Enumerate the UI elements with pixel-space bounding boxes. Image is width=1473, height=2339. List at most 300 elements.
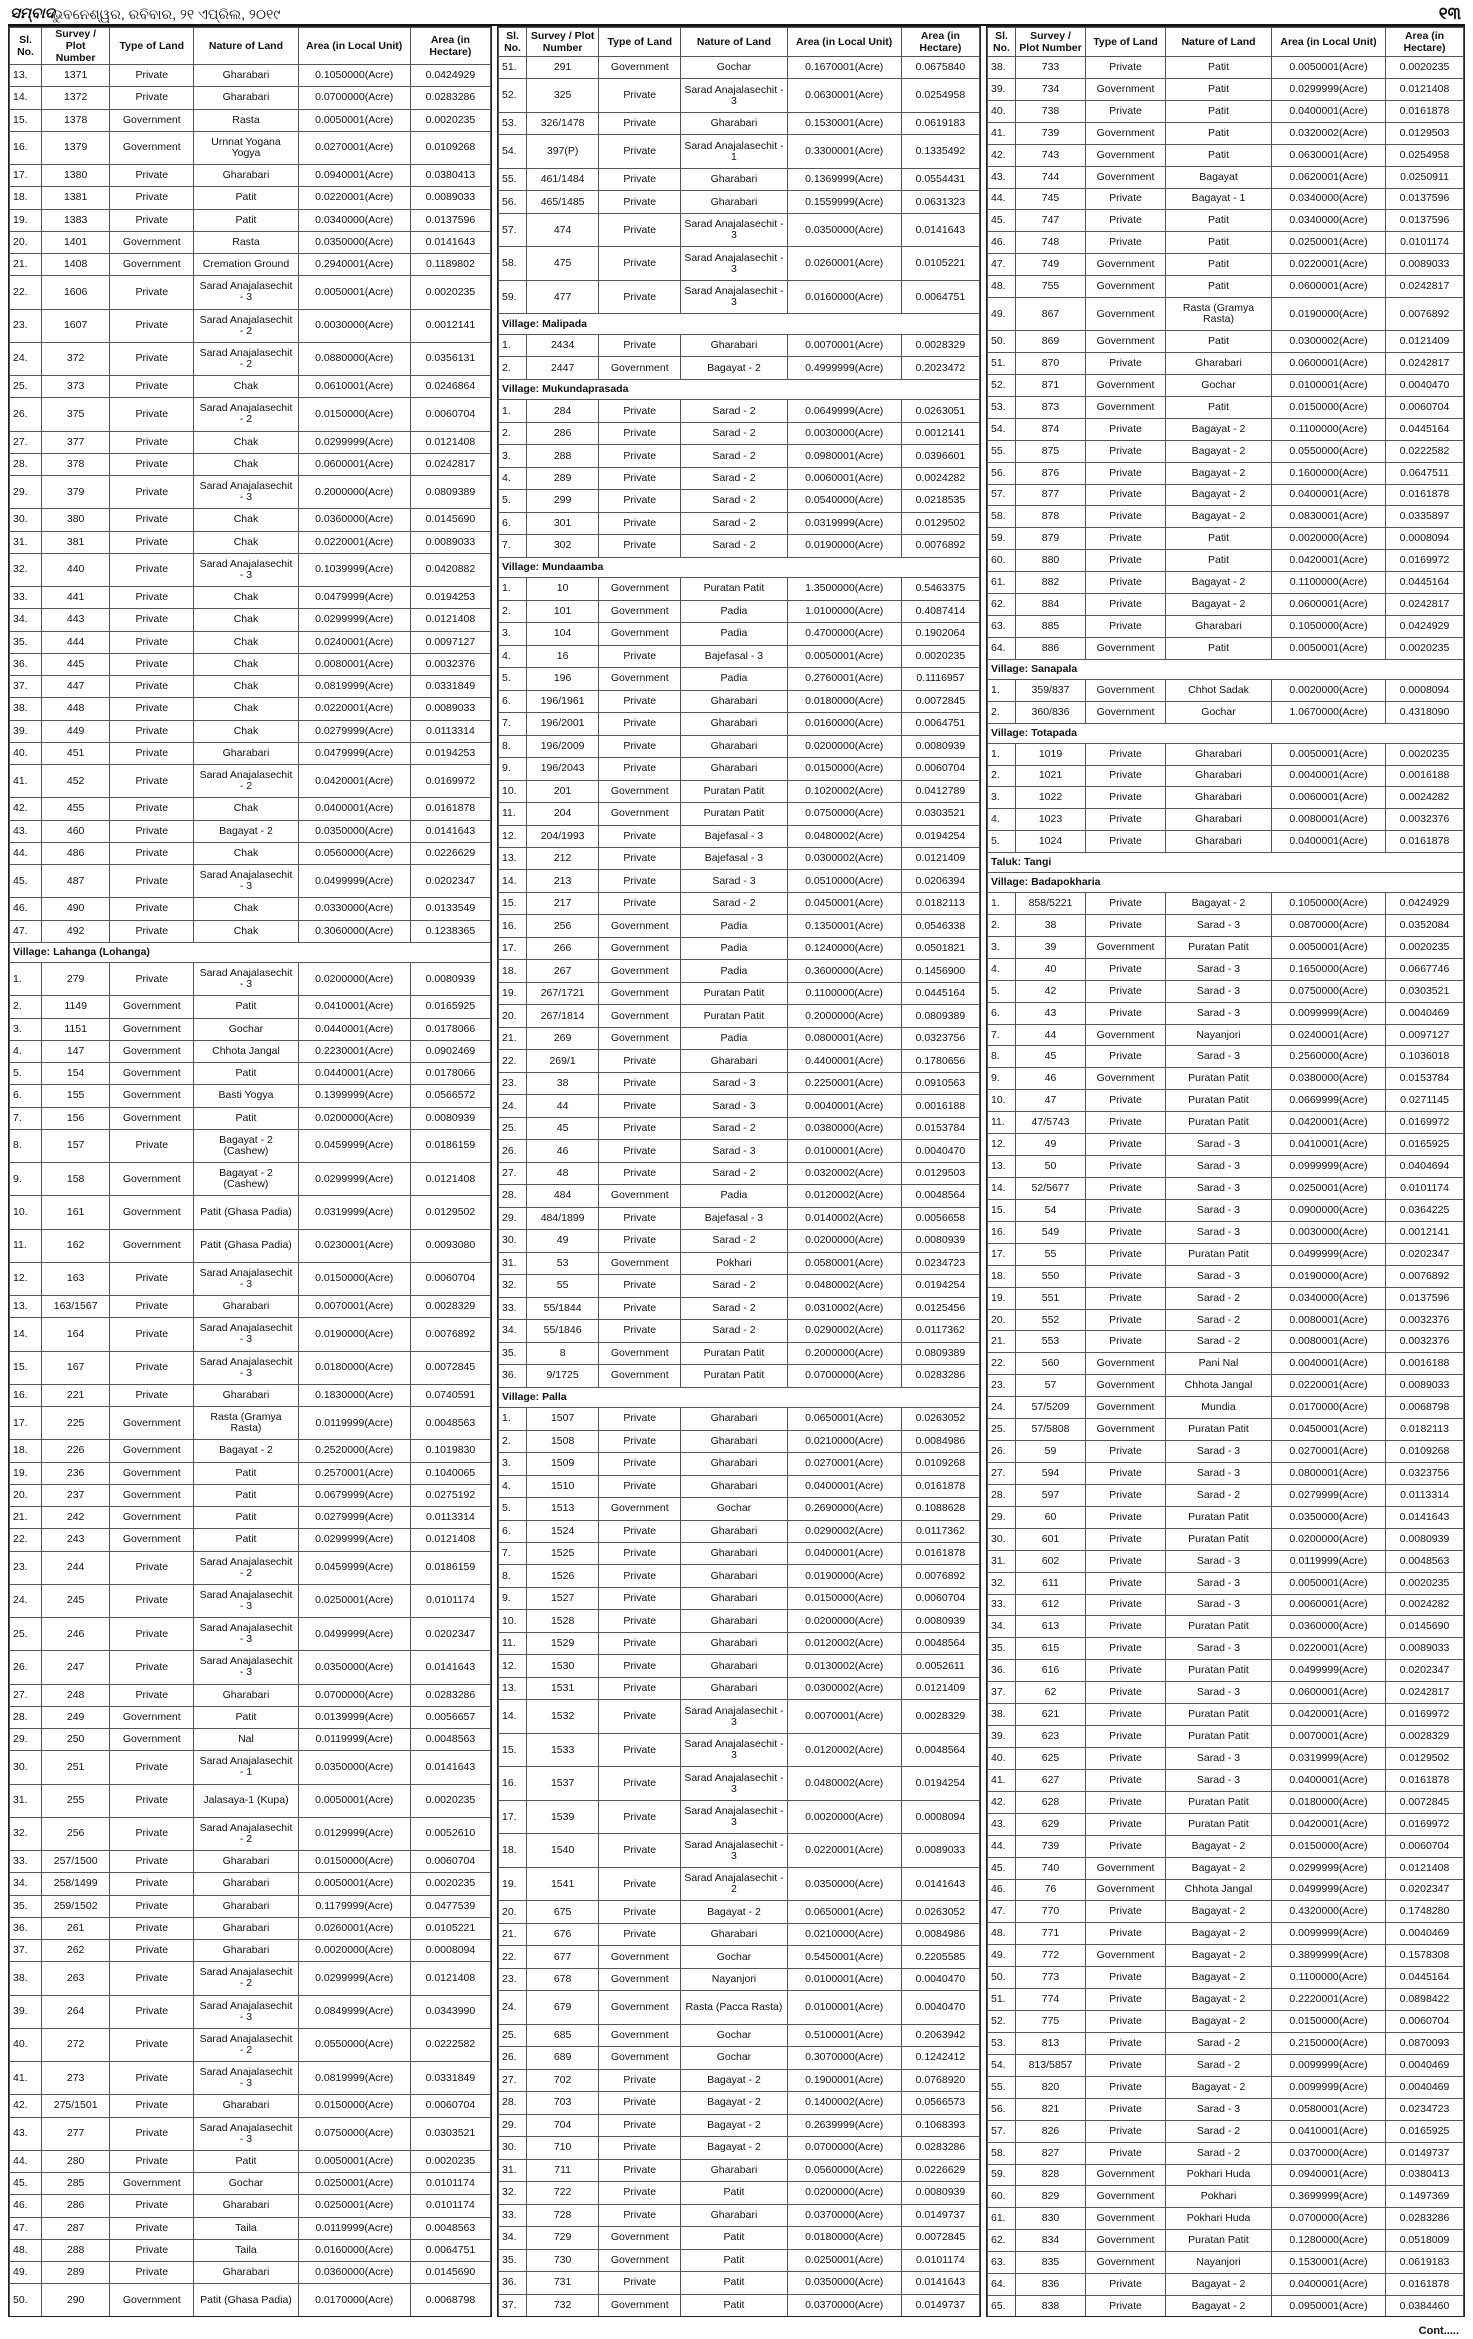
cell-nature-of-land: Sarad Anajalasechit - 3 (681, 247, 787, 280)
cell-sl-no: 44. (10, 842, 42, 864)
cell-area-hectare: 0.0008094 (1386, 679, 1464, 701)
cell-survey-plot: 249 (42, 1706, 110, 1728)
cell-area-hectare: 0.0089033 (410, 531, 490, 553)
cell-survey-plot: 484/1899 (527, 1207, 599, 1229)
cell-sl-no: 14. (10, 87, 42, 109)
table-row (499, 2182, 980, 2204)
table-row (499, 79, 980, 112)
cell-type-of-land: Private (110, 1751, 194, 1784)
cell-nature-of-land: Patit (194, 1063, 298, 1085)
cell-sl-no: 62. (988, 594, 1016, 616)
cell-nature-of-land: Chhota Jangal (1166, 1375, 1272, 1397)
cell-type-of-land: Private (110, 631, 194, 653)
cell-area-local: 0.0020000(Acre) (1272, 679, 1386, 701)
cell-type-of-land: Government (110, 1484, 194, 1506)
cell-survey-plot: 445 (42, 653, 110, 675)
cell-sl-no: 63. (988, 616, 1016, 638)
table-row (10, 1895, 491, 1917)
cell-type-of-land: Government (110, 2173, 194, 2195)
cell-survey-plot: 1408 (42, 254, 110, 276)
cell-nature-of-land: Sarad - 2 (1166, 1484, 1272, 1506)
cell-survey-plot: 163/1567 (42, 1296, 110, 1318)
header-nature-of-land: Nature of Land (194, 28, 298, 65)
cell-nature-of-land: Gochar (681, 1946, 787, 1968)
cell-sl-no: 24. (499, 1095, 527, 1117)
cell-sl-no: 64. (988, 2274, 1016, 2296)
cell-type-of-land: Government (1086, 254, 1166, 276)
cell-area-local: 0.0299999(Acre) (298, 1163, 410, 1196)
cell-nature-of-land: Sarad Anajalasechit - 2 (194, 765, 298, 798)
cell-area-hectare: 0.0113314 (410, 720, 490, 742)
cell-nature-of-land: Chak (194, 842, 298, 864)
cell-type-of-land: Private (599, 2137, 681, 2159)
cell-type-of-land: Private (110, 65, 194, 87)
cell-sl-no: 18. (499, 1834, 527, 1867)
cell-area-hectare: 0.0161878 (1386, 831, 1464, 853)
cell-type-of-land: Government (110, 131, 194, 164)
cell-sl-no: 38. (10, 1962, 42, 1995)
table-row (988, 2098, 1464, 2120)
cell-survey-plot: 1524 (527, 1520, 599, 1542)
cell-nature-of-land: Sarad - 3 (1166, 980, 1272, 1002)
cell-survey-plot: 448 (42, 698, 110, 720)
cell-survey-plot: 263 (42, 1962, 110, 1995)
cell-area-local: 1.0670000(Acre) (1272, 701, 1386, 723)
cell-sl-no: 34. (10, 1873, 42, 1895)
cell-sl-no: 46. (10, 898, 42, 920)
cell-nature-of-land: Gharabari (681, 168, 787, 190)
table-row (10, 1529, 491, 1551)
cell-sl-no: 40. (988, 100, 1016, 122)
cell-survey-plot: 45 (1016, 1046, 1086, 1068)
cell-survey-plot: 286 (527, 422, 599, 444)
cell-type-of-land: Private (599, 1543, 681, 1565)
cell-type-of-land: Government (1086, 1945, 1166, 1967)
cell-area-local: 0.0420001(Acre) (298, 765, 410, 798)
cell-area-local: 0.0380000(Acre) (1272, 1068, 1386, 1090)
table-row (988, 1989, 1464, 2011)
cell-type-of-land: Private (110, 1262, 194, 1295)
cell-survey-plot: 739 (1016, 1835, 1086, 1857)
cell-sl-no: 3. (499, 445, 527, 467)
cell-area-hectare: 0.0080939 (410, 1107, 490, 1129)
cell-area-hectare: 0.0161878 (901, 1475, 979, 1497)
cell-sl-no: 2. (988, 765, 1016, 787)
table-row (499, 1475, 980, 1497)
cell-nature-of-land: Gharabari (681, 1475, 787, 1497)
cell-sl-no: 28. (988, 1484, 1016, 1506)
cell-area-hectare: 0.0202347 (410, 865, 490, 898)
cell-area-hectare: 0.0024282 (901, 467, 979, 489)
cell-sl-no: 9. (499, 758, 527, 780)
table-row (988, 1156, 1464, 1178)
cell-sl-no: 57. (499, 213, 527, 246)
header-type-of-land: Type of Land (110, 28, 194, 65)
cell-type-of-land: Government (1086, 637, 1166, 659)
land-table (498, 27, 980, 2317)
table-row (499, 1655, 980, 1677)
cell-type-of-land: Private (599, 1430, 681, 1452)
cell-type-of-land: Private (599, 735, 681, 757)
cell-type-of-land: Private (1086, 809, 1166, 831)
cell-type-of-land: Private (1086, 1616, 1166, 1638)
cell-survey-plot: 264 (42, 1995, 110, 2028)
table-row (499, 1207, 980, 1229)
cell-sl-no: 49. (988, 1945, 1016, 1967)
cell-sl-no: 48. (988, 1923, 1016, 1945)
cell-nature-of-land: Sarad Anajalasechit - 3 (194, 1584, 298, 1617)
cell-type-of-land: Private (110, 476, 194, 509)
table-row (499, 1632, 980, 1654)
cell-type-of-land: Private (1086, 1441, 1166, 1463)
cell-type-of-land: Private (1086, 1199, 1166, 1221)
cell-survey-plot: 57/5808 (1016, 1419, 1086, 1441)
table-row (499, 334, 980, 356)
table-row (499, 191, 980, 213)
cell-type-of-land: Government (110, 1040, 194, 1062)
table-header-row (988, 28, 1464, 57)
cell-survey-plot: 730 (527, 2249, 599, 2271)
cell-type-of-land: Government (110, 1529, 194, 1551)
cell-nature-of-land: Bagayat - 2 (681, 2092, 787, 2114)
cell-nature-of-land: Pokhari (1166, 2186, 1272, 2208)
cell-sl-no: 20. (499, 1901, 527, 1923)
cell-nature-of-land: Chak (194, 653, 298, 675)
cell-sl-no: 44. (10, 2150, 42, 2172)
cell-area-hectare: 0.0109268 (1386, 1441, 1464, 1463)
cell-type-of-land: Private (1086, 572, 1166, 594)
header-area-local: Area (in Local Unit) (298, 28, 410, 65)
cell-area-hectare: 0.0016188 (901, 1095, 979, 1117)
table-row (499, 1677, 980, 1699)
cell-survey-plot: 873 (1016, 396, 1086, 418)
cell-type-of-land: Government (599, 578, 681, 600)
cell-type-of-land: Private (599, 2272, 681, 2294)
cell-sl-no: 10. (988, 1090, 1016, 1112)
cell-sl-no: 2. (10, 996, 42, 1018)
table-row (10, 1751, 491, 1784)
cell-sl-no: 5. (499, 668, 527, 690)
cell-nature-of-land: Sarad Anajalasechit - 3 (681, 1800, 787, 1833)
cell-sl-no: 22. (988, 1353, 1016, 1375)
cell-nature-of-land: Sarad Anajalasechit - 3 (194, 1351, 298, 1384)
cell-nature-of-land: Jalasaya-1 (Kupa) (194, 1784, 298, 1817)
cell-nature-of-land: Gharabari (681, 1677, 787, 1699)
cell-nature-of-land: Sarad - 2 (681, 512, 787, 534)
cell-nature-of-land: Gharabari (681, 1565, 787, 1587)
table-row (988, 2142, 1464, 2164)
cell-type-of-land: Private (1086, 1769, 1166, 1791)
table-row (499, 2092, 980, 2114)
cell-area-hectare: 0.0056657 (410, 1706, 490, 1728)
cell-type-of-land: Government (1086, 2208, 1166, 2230)
cell-sl-no: 4. (988, 809, 1016, 831)
cell-area-local: 0.0119999(Acre) (1272, 1550, 1386, 1572)
cell-sl-no: 10. (499, 780, 527, 802)
cell-area-local: 0.0150000(Acre) (1272, 2011, 1386, 2033)
cell-nature-of-land: Sarad Anajalasechit - 3 (681, 213, 787, 246)
cell-type-of-land: Private (599, 758, 681, 780)
cell-area-hectare: 0.0161878 (1386, 100, 1464, 122)
cell-area-local: 0.0099999(Acre) (1272, 1923, 1386, 1945)
cell-nature-of-land: Bagayat - 2 (1166, 506, 1272, 528)
cell-type-of-land: Government (1086, 679, 1166, 701)
cell-area-hectare: 0.1578308 (1386, 1945, 1464, 1967)
cell-type-of-land: Government (1086, 298, 1166, 331)
cell-type-of-land: Private (110, 1384, 194, 1406)
cell-area-local: 0.0410001(Acre) (1272, 2120, 1386, 2142)
cell-nature-of-land: Rasta (194, 109, 298, 131)
cell-area-hectare: 0.0424929 (1386, 893, 1464, 915)
cell-nature-of-land: Bagayat - 2 (1166, 1901, 1272, 1923)
cell-survey-plot: 379 (42, 476, 110, 509)
cell-area-local: 0.0700000(Acre) (787, 1365, 901, 1387)
cell-area-local: 0.0380000(Acre) (787, 1117, 901, 1139)
table-row (988, 1441, 1464, 1463)
cell-nature-of-land: Chak (194, 631, 298, 653)
table-row (499, 1027, 980, 1049)
cell-type-of-land: Government (599, 937, 681, 959)
cell-survey-plot: 250 (42, 1729, 110, 1751)
cell-sl-no: 21. (499, 1923, 527, 1945)
table-row (499, 1565, 980, 1587)
cell-sl-no: 42. (988, 1791, 1016, 1813)
cell-area-local: 0.0200000(Acre) (298, 963, 410, 996)
cell-area-hectare: 0.0242817 (1386, 594, 1464, 616)
cell-type-of-land: Private (599, 2204, 681, 2226)
village-heading: Village: Malipada (499, 314, 980, 334)
table-row (10, 1729, 491, 1751)
cell-survey-plot: 744 (1016, 166, 1086, 188)
cell-survey-plot: 552 (1016, 1309, 1086, 1331)
cell-type-of-land: Private (1086, 616, 1166, 638)
cell-area-hectare: 0.0396601 (901, 445, 979, 467)
cell-nature-of-land: Sarad - 3 (1166, 914, 1272, 936)
cell-survey-plot: 261 (42, 1917, 110, 1939)
cell-sl-no: 33. (10, 587, 42, 609)
cell-area-local: 0.0319999(Acre) (298, 1196, 410, 1229)
cell-nature-of-land: Bagayat - 2 (1166, 484, 1272, 506)
cell-survey-plot: 287 (42, 2217, 110, 2239)
table-row (988, 100, 1464, 122)
cell-type-of-land: Government (1086, 144, 1166, 166)
cell-nature-of-land: Gochar (194, 2173, 298, 2195)
cell-area-hectare: 0.0234723 (901, 1252, 979, 1274)
table-row (499, 645, 980, 667)
cell-area-local: 0.0420001(Acre) (1272, 1704, 1386, 1726)
cell-survey-plot: 275/1501 (42, 2095, 110, 2117)
cell-area-local: 0.0070001(Acre) (1272, 1726, 1386, 1748)
cell-area-hectare: 0.0089033 (901, 1834, 979, 1867)
table-row (499, 1733, 980, 1766)
table-row (988, 2274, 1464, 2296)
cell-nature-of-land: Gharabari (681, 1655, 787, 1677)
cell-nature-of-land: Sarad - 2 (1166, 1287, 1272, 1309)
cell-survey-plot: 381 (42, 531, 110, 553)
cell-area-local: 0.0050001(Acre) (1272, 57, 1386, 79)
cell-area-hectare: 0.0121408 (410, 609, 490, 631)
cell-type-of-land: Private (110, 1551, 194, 1584)
cell-type-of-land: Private (110, 431, 194, 453)
cell-area-local: 0.1369999(Acre) (787, 168, 901, 190)
cell-nature-of-land: Sarad Anajalasechit - 3 (194, 2117, 298, 2150)
cell-survey-plot: 55/1846 (527, 1320, 599, 1342)
cell-nature-of-land: Sarad - 3 (1166, 958, 1272, 980)
cell-area-local: 0.0319999(Acre) (787, 512, 901, 534)
cell-sl-no: 21. (10, 254, 42, 276)
cell-nature-of-land: Sarad - 3 (1166, 1463, 1272, 1485)
cell-area-local: 0.0050001(Acre) (298, 109, 410, 131)
cell-survey-plot: 302 (527, 535, 599, 557)
cell-survey-plot: 277 (42, 2117, 110, 2150)
cell-survey-plot: 326/1478 (527, 112, 599, 134)
cell-sl-no: 43. (988, 1813, 1016, 1835)
cell-area-local: 0.0290002(Acre) (787, 1320, 901, 1342)
cell-area-hectare: 0.0169972 (1386, 1112, 1464, 1134)
cell-area-local: 0.1670001(Acre) (787, 57, 901, 79)
cell-area-local: 0.0180000(Acre) (298, 1351, 410, 1384)
cell-sl-no: 32. (499, 1275, 527, 1297)
table-row (988, 1331, 1464, 1353)
cell-sl-no: 51. (499, 57, 527, 79)
table-row (988, 1616, 1464, 1638)
cell-nature-of-land: Chak (194, 798, 298, 820)
cell-area-hectare: 0.0105221 (901, 247, 979, 280)
cell-area-hectare: 0.0113314 (410, 1507, 490, 1529)
cell-area-hectare: 0.0060704 (410, 1851, 490, 1873)
cell-nature-of-land: Gharabari (194, 1873, 298, 1895)
cell-nature-of-land: Padia (681, 1027, 787, 1049)
table-row (10, 1507, 491, 1529)
cell-type-of-land: Government (599, 915, 681, 937)
cell-area-hectare: 0.0101174 (410, 1584, 490, 1617)
table-row (988, 1747, 1464, 1769)
table-row (988, 765, 1464, 787)
cell-area-hectare: 0.0028329 (901, 1700, 979, 1733)
cell-nature-of-land: Sarad - 2 (1166, 2120, 1272, 2142)
cell-type-of-land: Government (1086, 1068, 1166, 1090)
cell-survey-plot: 877 (1016, 484, 1086, 506)
cell-survey-plot: 212 (527, 847, 599, 869)
cell-nature-of-land: Sarad - 3 (1166, 1178, 1272, 1200)
cell-sl-no: 31. (499, 2159, 527, 2181)
cell-type-of-land: Private (599, 1140, 681, 1162)
table-row (499, 1230, 980, 1252)
cell-area-hectare: 0.0141643 (901, 2272, 979, 2294)
cell-type-of-land: Private (110, 698, 194, 720)
cell-area-local: 0.2250001(Acre) (787, 1072, 901, 1094)
cell-type-of-land: Private (1086, 1463, 1166, 1485)
cell-survey-plot: 1533 (527, 1733, 599, 1766)
cell-type-of-land: Private (110, 509, 194, 531)
table-row (988, 1178, 1464, 1200)
table-row (10, 231, 491, 253)
table-row (10, 1107, 491, 1129)
cell-type-of-land: Government (1086, 1419, 1166, 1441)
cell-sl-no: 33. (10, 1851, 42, 1873)
cell-survey-plot: 1531 (527, 1677, 599, 1699)
table-row (499, 1498, 980, 1520)
table-row (988, 679, 1464, 701)
cell-area-hectare: 0.0076892 (1386, 1265, 1464, 1287)
cell-nature-of-land: Patit (1166, 276, 1272, 298)
cell-area-local: 0.2000000(Acre) (787, 1342, 901, 1364)
cell-area-hectare: 0.0222582 (410, 2028, 490, 2061)
cell-nature-of-land: Puratan Patit (681, 1005, 787, 1027)
cell-area-local: 0.0870000(Acre) (1272, 914, 1386, 936)
cell-sl-no: 35. (10, 631, 42, 653)
table-row (988, 2252, 1464, 2274)
table-row (10, 87, 491, 109)
cell-sl-no: 45. (988, 210, 1016, 232)
cell-survey-plot: 486 (42, 842, 110, 864)
cell-survey-plot: 733 (1016, 57, 1086, 79)
cell-sl-no: 23. (499, 1072, 527, 1094)
cell-nature-of-land: Patit (Ghasa Padia) (194, 1196, 298, 1229)
cell-area-hectare: 0.0182113 (1386, 1419, 1464, 1441)
cell-type-of-land: Private (1086, 484, 1166, 506)
cell-area-local: 0.0360000(Acre) (1272, 1616, 1386, 1638)
cell-survey-plot: 879 (1016, 528, 1086, 550)
cell-area-local: 0.0679999(Acre) (298, 1484, 410, 1506)
cell-area-local: 0.4999999(Acre) (787, 357, 901, 379)
cell-type-of-land: Government (1086, 276, 1166, 298)
cell-type-of-land: Government (1086, 374, 1166, 396)
cell-survey-plot: 1527 (527, 1587, 599, 1609)
cell-area-local: 0.0030000(Acre) (298, 309, 410, 342)
cell-type-of-land: Government (599, 1185, 681, 1207)
header-area-local: Area (in Local Unit) (1272, 28, 1386, 57)
cell-area-local: 0.5100001(Acre) (787, 2024, 901, 2046)
cell-nature-of-land: Bagayat - 2 (1166, 572, 1272, 594)
cell-nature-of-land: Sarad Anajalasechit - 2 (194, 342, 298, 375)
cell-nature-of-land: Padia (681, 668, 787, 690)
cell-area-local: 0.0040001(Acre) (787, 1095, 901, 1117)
cell-area-local: 0.2760001(Acre) (787, 668, 901, 690)
cell-nature-of-land: Bajefasal - 3 (681, 825, 787, 847)
cell-area-local: 0.0100001(Acre) (787, 1968, 901, 1990)
table-row (499, 758, 980, 780)
cell-area-hectare: 0.0263052 (901, 1901, 979, 1923)
cell-survey-plot: 484 (527, 1185, 599, 1207)
cell-survey-plot: 196/1961 (527, 690, 599, 712)
cell-type-of-land: Private (599, 1275, 681, 1297)
cell-type-of-land: Government (599, 780, 681, 802)
cell-area-hectare: 0.0040470 (901, 1968, 979, 1990)
cell-survey-plot: 743 (1016, 144, 1086, 166)
cell-area-hectare: 0.0080939 (901, 1610, 979, 1632)
cell-sl-no: 47. (988, 1901, 1016, 1923)
cell-area-local: 0.2000000(Acre) (787, 1005, 901, 1027)
cell-type-of-land: Private (110, 609, 194, 631)
cell-area-hectare: 0.0076892 (1386, 298, 1464, 331)
cell-type-of-land: Private (599, 135, 681, 168)
cell-nature-of-land: Gharabari (1166, 809, 1272, 831)
cell-area-hectare: 0.0149737 (901, 2204, 979, 2226)
cell-sl-no: 1. (499, 578, 527, 600)
cell-area-local: 1.3500000(Acre) (787, 578, 901, 600)
cell-nature-of-land: Pokhari Huda (1166, 2164, 1272, 2186)
cell-area-local: 0.0250001(Acre) (1272, 232, 1386, 254)
cell-area-hectare: 0.0121408 (1386, 78, 1464, 100)
cell-survey-plot: 1380 (42, 165, 110, 187)
cell-nature-of-land: Bagayat - 2 (1166, 893, 1272, 915)
cell-survey-plot: 1024 (1016, 831, 1086, 853)
cell-sl-no: 51. (988, 1989, 1016, 2011)
cell-area-hectare: 0.0040470 (1386, 374, 1464, 396)
cell-sl-no: 23. (10, 1551, 42, 1584)
cell-sl-no: 43. (10, 820, 42, 842)
